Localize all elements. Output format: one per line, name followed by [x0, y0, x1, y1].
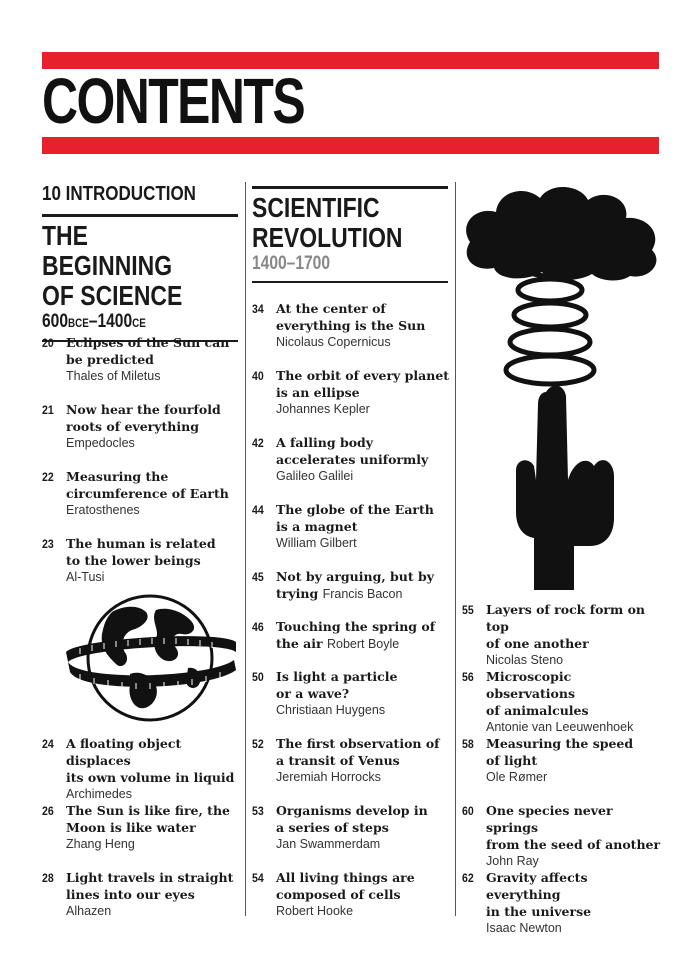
- entry-author: William Gilbert: [276, 536, 357, 550]
- toc-entry[interactable]: [462, 802, 662, 870]
- toc-entry[interactable]: [252, 501, 452, 552]
- entry-page-number: 20: [42, 336, 54, 350]
- entry-title: A falling body accelerates uniformly: [276, 435, 429, 467]
- entry-author: Empedocles: [66, 436, 135, 450]
- section-rule: [252, 281, 448, 283]
- entry-title: The human is related to the lower beings: [66, 536, 216, 568]
- entry-page-number: 28: [42, 871, 54, 885]
- entry-title: Organisms develop in a series of steps: [276, 803, 428, 835]
- entry-title: At the center of everything is the Sun: [276, 301, 426, 333]
- entry-author: Galileo Galilei: [276, 469, 354, 483]
- section-rule: [42, 214, 238, 217]
- entry-title: One species never springs from the seed of another: [486, 803, 661, 852]
- entry-author: Jeremiah Horrocks: [276, 770, 381, 784]
- entry-author: Al-Tusi: [66, 570, 105, 584]
- toc-entry[interactable]: [462, 735, 662, 786]
- globe-with-measuring-tape-icon: [60, 590, 240, 725]
- toc-entry[interactable]: [252, 300, 452, 351]
- toc-entry[interactable]: [252, 802, 452, 853]
- section-title: SCIENTIFIC REVOLUTION: [252, 192, 403, 253]
- entry-author: Thales of Miletus: [66, 369, 161, 383]
- section-dates: 1400–1700: [252, 253, 330, 274]
- toc-entry[interactable]: [462, 601, 662, 669]
- page-title: CONTENTS: [42, 65, 305, 137]
- toc-entry[interactable]: [252, 434, 452, 485]
- entry-page-number: 56: [462, 670, 474, 684]
- entry-page-number: 26: [42, 804, 54, 818]
- toc-entry[interactable]: [42, 334, 242, 385]
- section-title: THE BEGINNING OF SCIENCE: [42, 220, 183, 311]
- bottom-red-bar: [42, 137, 659, 154]
- toc-entry[interactable]: [252, 367, 452, 418]
- entry-page-number: 60: [462, 804, 474, 818]
- toc-entry[interactable]: [252, 568, 452, 603]
- entry-title: Now hear the fourfold roots of everything: [66, 402, 221, 434]
- entry-author: Ole Rømer: [486, 770, 548, 784]
- entry-page-number: 44: [252, 503, 264, 517]
- entry-title: The orbit of every planet is an ellipse: [276, 368, 450, 400]
- entry-page-number: 52: [252, 737, 264, 751]
- toc-entry[interactable]: [42, 869, 242, 920]
- entry-title: The globe of the Earth is a magnet: [276, 502, 434, 534]
- entry-page-number: 46: [252, 620, 264, 634]
- entry-author: Jan Swammerdam: [276, 837, 381, 851]
- section-rule: [252, 186, 448, 189]
- entry-author: John Ray: [486, 854, 539, 868]
- entry-page-number: 23: [42, 537, 54, 551]
- entry-page-number: 62: [462, 871, 474, 885]
- toc-entry[interactable]: [42, 468, 242, 519]
- entry-title: Measuring the speed of light: [486, 736, 634, 768]
- column-divider: [245, 182, 246, 916]
- entry-page-number: 53: [252, 804, 264, 818]
- entry-author: Christiaan Huygens: [276, 703, 386, 717]
- entry-page-number: 24: [42, 737, 54, 751]
- toc-entry[interactable]: [462, 668, 662, 736]
- entry-author: Robert Boyle: [326, 637, 400, 651]
- entry-page-number: 21: [42, 403, 54, 417]
- introduction-link[interactable]: [42, 182, 209, 206]
- toc-entry[interactable]: [42, 802, 242, 853]
- entry-page-number: 45: [252, 570, 264, 584]
- entry-title: All living things are composed of cells: [276, 870, 415, 902]
- entry-page-number: 54: [252, 871, 264, 885]
- entry-author: Robert Hooke: [276, 904, 354, 918]
- intro-page-number: 10: [42, 183, 61, 205]
- entry-author: Francis Bacon: [322, 587, 403, 601]
- toc-entry[interactable]: [252, 668, 452, 719]
- entry-author: Alhazen: [66, 904, 112, 918]
- entry-author: Nicolas Steno: [486, 653, 564, 667]
- toc-entry[interactable]: [252, 735, 452, 786]
- entry-title: The first observation of a transit of Venus: [276, 736, 440, 768]
- entry-title: Light travels in straight lines into our eyes: [66, 870, 234, 902]
- toc-entry[interactable]: [42, 735, 242, 803]
- entry-author: Johannes Kepler: [276, 402, 370, 416]
- entry-title: Microscopic observations of animalcules: [486, 669, 589, 718]
- column-scientific-revolution: [252, 180, 450, 918]
- section-dates: 600BCE–1400CE: [42, 311, 146, 332]
- entry-title: Is light a particle or a wave?: [276, 669, 398, 701]
- entry-title: Layers of rock form on top of one another: [486, 602, 645, 651]
- entry-title: The Sun is like fire, the Moon is like water: [66, 803, 230, 835]
- entry-page-number: 22: [42, 470, 54, 484]
- entry-author: Eratosthenes: [66, 503, 140, 517]
- entry-author: Zhang Heng: [66, 837, 135, 851]
- toc-entry[interactable]: [42, 401, 242, 452]
- entry-page-number: 40: [252, 369, 264, 383]
- entry-title: Gravity affects everything in the universe: [486, 870, 592, 919]
- entry-page-number: 55: [462, 603, 474, 617]
- column-divider: [455, 182, 456, 916]
- toc-entry[interactable]: [252, 618, 452, 653]
- entry-title: Not by arguing, but by trying Francis Bacon: [276, 569, 434, 601]
- entry-title: Eclipses of the Sun can be predicted: [66, 335, 230, 367]
- column-beginning-of-science: [42, 180, 238, 918]
- entry-author: Archimedes: [66, 787, 132, 801]
- entry-title: A floating object displaces its own volume in liquid: [66, 736, 235, 785]
- entry-author: Antonie van Leeuwenhoek: [486, 720, 634, 734]
- entry-page-number: 58: [462, 737, 474, 751]
- cloud-spring-cactus-icon: [458, 180, 668, 592]
- entry-author: Nicolaus Copernicus: [276, 335, 391, 349]
- entry-page-number: 50: [252, 670, 264, 684]
- toc-entry[interactable]: [42, 535, 242, 586]
- intro-label: INTRODUCTION: [65, 183, 196, 205]
- entry-author: Isaac Newton: [486, 921, 562, 935]
- entry-page-number: 42: [252, 436, 264, 450]
- entry-title: Touching the spring of the air Robert Boyle: [276, 619, 436, 651]
- toc-entry[interactable]: [462, 869, 662, 937]
- entry-page-number: 34: [252, 302, 264, 316]
- toc-entry[interactable]: [252, 869, 452, 920]
- entry-title: Measuring the circumference of Earth: [66, 469, 229, 501]
